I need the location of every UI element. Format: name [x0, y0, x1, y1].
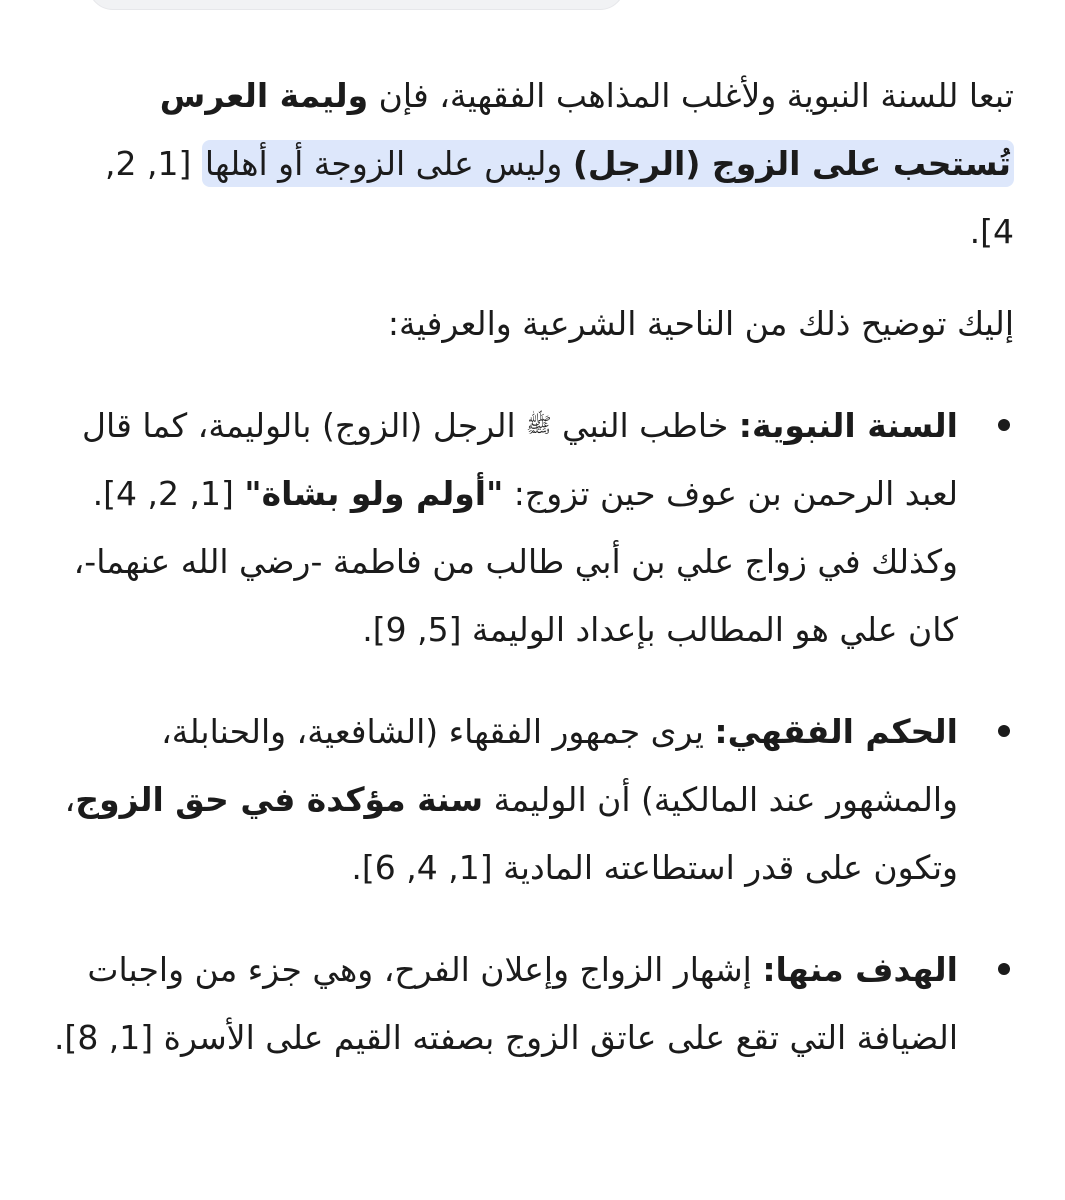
- lead-paragraph: إليك توضيح ذلك من الناحية الشرعية والعرفية:: [387, 304, 1014, 343]
- highlighted-bold-text: تُستحب على الزوج (الرجل): [572, 144, 1011, 183]
- intro-text: تبعا للسنة النبوية ولأغلب المذاهب الفقهية، فإن: [368, 76, 1014, 115]
- bullet-dot: [998, 963, 1010, 975]
- highlighted-selection[interactable]: [202, 140, 1014, 187]
- bullet-dot: [998, 419, 1010, 431]
- message-input-pill[interactable]: [88, 0, 625, 10]
- bullet-title: الحكم الفقهي:: [714, 712, 958, 751]
- answer-content: [52, 62, 1014, 1072]
- bullet-text: إشهار الزواج وإعلان الفرح، وهي جزء من واجبات الضيافة التي تقع على عاتق الزوج بصفته القيم على الأسرة [1, 8].: [53, 950, 958, 1057]
- intro-citation: [1, 2, 4].: [105, 144, 1014, 251]
- bullet-title: الهدف منها:: [762, 950, 958, 989]
- bullet-text: [1, 2, 4]. وكذلك في زواج علي بن أبي طالب من فاطمة -رضي الله عنهما-، كان علي هو المطالب بإعداد الوليمة [5, 9].: [73, 474, 958, 649]
- bullet-dot: [998, 725, 1010, 737]
- bullet-list: [52, 392, 1014, 1072]
- intro-paragraph: [52, 62, 1014, 266]
- bullet-text: الرجل (الزوج) بالوليمة، كما قال لعبد الرحمن بن عوف حين تزوج:: [82, 406, 958, 513]
- highlighted-text: وليس على الزوجة أو أهلها: [204, 144, 573, 183]
- bullet-quote: "أولم ولو بشاة": [244, 474, 504, 513]
- list-item: [52, 392, 1014, 664]
- list-item: [52, 936, 1014, 1072]
- bullet-text: ، وتكون على قدر استطاعته المادية [1, 4, 6].: [64, 780, 958, 887]
- salawat-glyph: ﷺ: [526, 413, 552, 437]
- bullet-bold-term: سنة مؤكدة في حق الزوج: [75, 780, 484, 819]
- bullet-text: يرى جمهور الفقهاء (الشافعية، والحنابلة، والمشهور عند المالكية) أن الوليمة: [161, 712, 958, 819]
- bullet-title: السنة النبوية:: [738, 406, 958, 445]
- bullet-text: خاطب النبي: [551, 406, 739, 445]
- list-item: [52, 698, 1014, 902]
- intro-bold-term: وليمة العرس: [159, 76, 369, 115]
